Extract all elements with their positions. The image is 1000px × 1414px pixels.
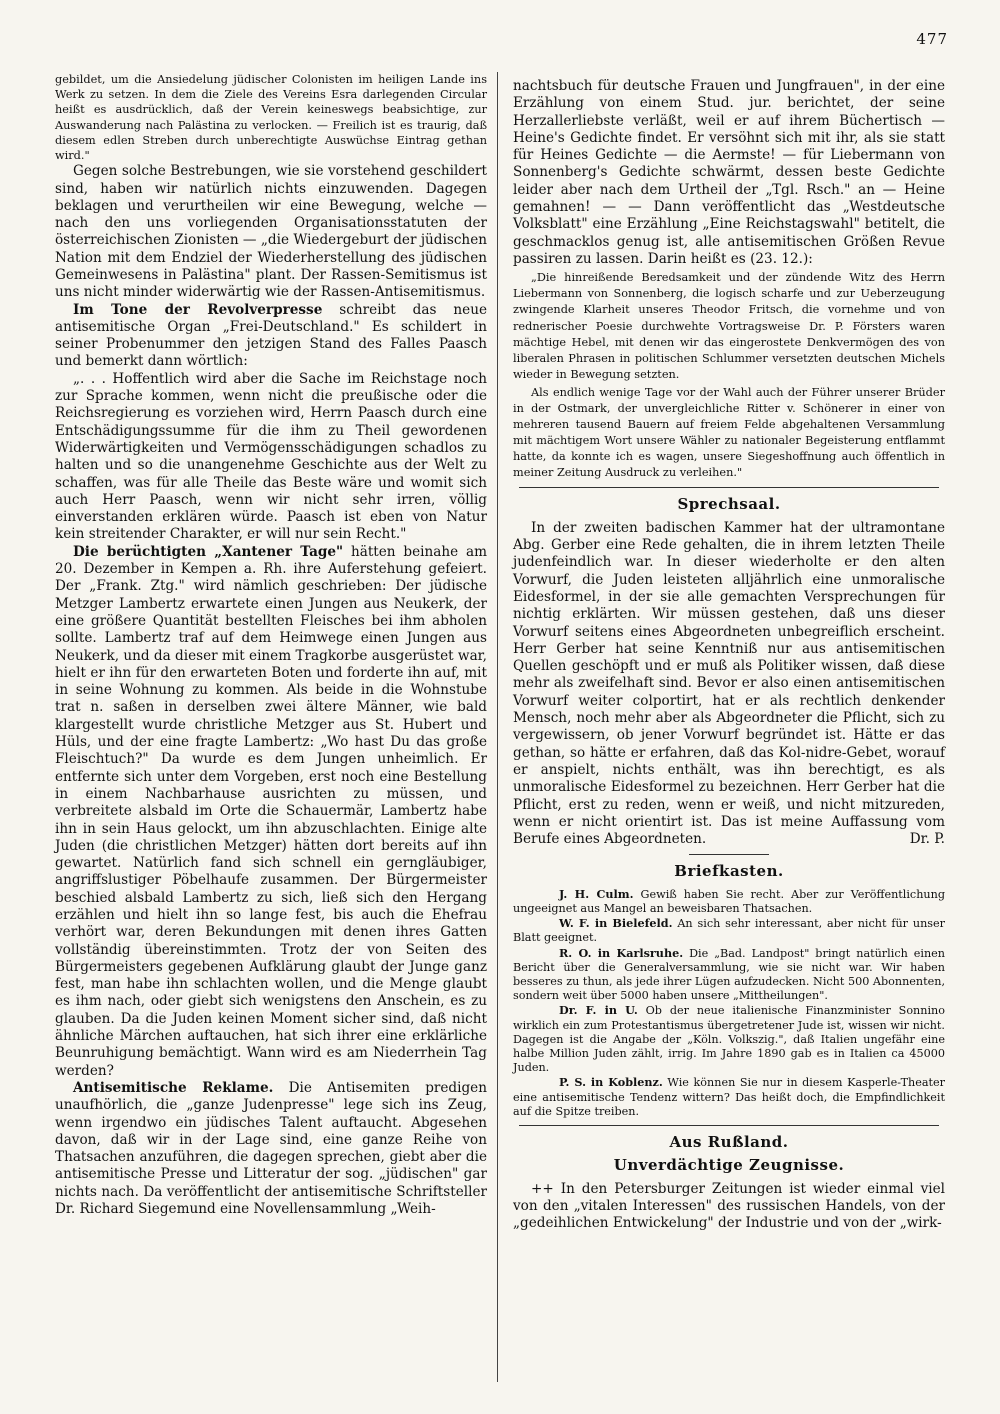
section-title-sprechsaal: Sprechsaal. bbox=[677, 495, 781, 514]
reply-text: Gewiß haben Sie recht. Aber zur Veröffentlichung ungeeignet aus Mangel an beweisbaren Thatsachen. bbox=[513, 887, 945, 915]
paragraph: nachtsbuch für deutsche Frauen und Jungfrauen", in der eine Erzählung von einem Stud. jur. berichtet, der seine Herzallerliebste verläßt, weil er auf ihrem Büchertisch — Heine's Gedichte findet. Er versöhnt sich mit ihr, als sie statt für Heines Gedichte — die Aermste! — für Liebermann von Sonnenberg's Gedichte schwärmt, dessen beste Gedichte leider aber nach dem Urtheil der „Tgl. Rsch." an — Heine gemahnen! — — Dann veröffentlicht das „Westdeutsche Volksblatt" eine Erzählung „Eine Reichstagswahl" betitelt, die geschmacklos genug ist, alle antisemitischen Größen Revue passiren zu lassen. Darin heißt es (23. 12.): bbox=[513, 78, 945, 267]
correspondent: R. O. in Karlsruhe. bbox=[559, 945, 684, 960]
reply-text: Wie können Sie nur in diesem Kasperle-Theater eine antisemitische Tendenz wittern? Das heißt doch, die Empfindlichkeit auf die Spitze treiben. bbox=[513, 1076, 945, 1118]
column-divider bbox=[497, 72, 498, 1382]
letter-reply bbox=[513, 1075, 945, 1119]
paragraph: Gegen solche Bestrebungen, wie sie vorstehend geschildert sind, haben wir natürlich nichts einzuwenden. Dagegen beklagen und verurtheilen wir eine Bewegung, welche — nach den uns vorliegenden Organisationsstatuten der österreichischen Zionisten — „die Wiedergeburt der jüdischen Nation mit dem Endziel der Wiederherstellung des jüdischen Gemeinwesens in Palästina" plant. Der Rassen-Semitismus ist uns nicht minder widerwärtig wie der Rassen-Antisemitismus. bbox=[55, 163, 487, 301]
section-title-briefkasten: Briefkasten. bbox=[674, 862, 784, 881]
quotation: Als endlich wenige Tage vor der Wahl auch der Führer unserer Brüder in der Ostmark, der unvergleichliche Ritter v. Schönerer in einer von mehreren tausend Bauern auf freiem Felde abgehaltenen Versammlung mit mächtigem Wort unsere Wähler zu nationaler Begeisterung entflammt hatte, da konnte ich es wagen, unsere Siegeshoffnung auch öffentlich in meiner Zeitung Ausdruck zu verleihen." bbox=[513, 385, 945, 480]
left-column bbox=[55, 72, 487, 1218]
quotation: „Die hinreißende Beredsamkeit und der zündende Witz des Herrn Liebermann von Sonnenberg, die logisch scharfe und zur Ueberzeugung zwingende Klarheit unseres Theodor Fritsch, die vornehme und von rednerischer Poesie durchwehte Vortragsweise Dr. P. Försters waren mächtige Hebel, mit denen wir das eingerostete Denkvermögen des von liberalen Phrasen in politischen Schlummer versetzten deutschen Michels wieder in Bewegung setzten. bbox=[513, 271, 945, 381]
paragraph: ++ In den Petersburger Zeitungen ist wieder einmal viel von den „vitalen Interessen" des russischen Handels, von der „gedeihlichen Entwickelung" der Industrie und von der „wirk- bbox=[513, 1180, 945, 1232]
letter-reply bbox=[513, 946, 945, 1004]
page-number: 477 bbox=[916, 30, 948, 48]
correspondent: P. S. in Koblenz. bbox=[559, 1075, 663, 1090]
paragraph-text: Die Antisemiten predigen unaufhörlich, die „ganze Judenpresse" lege sich ins Zeug, wenn irgendwo ein jüdisches Talent auftaucht. Abgesehen davon, daß wir in der Lage sind, eine ganze Reihe von Thatsachen anzuführen, die dagegen sprechen, giebt aber die antisemitische Presse und Litteratur der sog. „jüdischen" gar nichts nach. Da veröffentlicht der antisemitische Schriftsteller Dr. Richard Siegemund eine Novellensammlung „Weih- bbox=[55, 1079, 487, 1218]
quotation: „. . . Hoffentlich wird aber die Sache im Reichstage noch zur Sprache kommen, wenn nicht die preußische oder die Reichsregierung es vorziehen wird, Herrn Paasch durch eine Entschädigungssumme für die ihm zu Theil gewordenen Widerwärtigkeiten und Vermögensschädigungen schadlos zu halten und so die unangenehme Geschichte aus der Welt zu schaffen, was für alle Theile das Beste wäre und womit sich auch Herr Paasch, wenn wir nicht sehr irren, völlig einverstanden erklären würde. Paasch ist eben von Natur kein streitender Charakter, er will nur sein Recht." bbox=[55, 370, 487, 543]
paragraph-text: schreibt das neue antisemitische Organ „Frei-Deutschland." Es schildert in seiner Probenummer den jetzigen Stand des Falles Paasch und bemerkt dann wörtlich: bbox=[55, 301, 487, 370]
author-signoff: Dr. P. bbox=[909, 831, 945, 848]
reply-text: An sich sehr interessant, aber nicht für unser Blatt geeignet. bbox=[513, 917, 945, 945]
letter-reply bbox=[513, 916, 945, 945]
section-rule bbox=[519, 1125, 939, 1126]
section-subtitle: Unverdächtige Zeugnisse. bbox=[613, 1156, 845, 1175]
paragraph bbox=[513, 520, 945, 849]
paragraph bbox=[55, 544, 487, 1080]
correspondent: W. F. in Bielefeld. bbox=[559, 916, 673, 931]
right-column bbox=[513, 78, 945, 1232]
paragraph bbox=[55, 1080, 487, 1218]
paragraph-text: In der zweiten badischen Kammer hat der ultramontane Abg. Gerber eine Rede gehalten, die in ihrem letzten Theile judenfeindlich war. In dieser wiederholte er den alten Vorwurf, die Juden leisteten alljährlich eine unmoralische Eidesformel, in der sie alle gemachten Versprechungen für nichtig erklärten. Wir müssen gestehen, daß uns dieser Vorwurf seitens eines Abgeordneten unbegreiflich erscheint. Herr Gerber hat seine Kenntniß nur aus antisemitischen Quellen geschöpft und er muß als Politiker wissen, daß diese mehr als zweifelhaft sind. Bevor er also einen antisemitischen Vorwurf weiter colportirt, hat er als rechtlich denkender Mensch, noch mehr aber als Abgeordneter die Pflicht, sich zu vergewissern, ob jener Vorwurf begründet ist. Hätte er das gethan, so hätte er erfahren, daß das Kol-nidre-Gebet, worauf er anspielt, nichts enthält, was ihn berechtigt, es als unmoralische Eidesformel zu bezeichnen. Herr Gerber hat die Pflicht, erst zu reden, wenn er weiß, und nicht mitzureden, wenn er nicht orientirt ist. Das ist meine Auffassung vom Berufe eines Abgeordneten. bbox=[513, 519, 945, 848]
paragraph: gebildet, um die Ansiedelung jüdischer Colonisten im heiligen Lande ins Werk zu setzen. In dem die Ziele des Vereins Esra darlegenden Circular heißt es ausdrücklich, daß der Verein keineswegs beabsichtige, zur Auswanderung nach Palästina zu verlocken. — Freilich ist es traurig, daß diesem edlen Streben durch unberechtigte Auswüchse Eintrag gethan wird." bbox=[55, 73, 487, 163]
correspondent: J. H. Culm. bbox=[559, 886, 634, 901]
section-rule bbox=[519, 487, 939, 488]
paragraph-lead: Antisemitische Reklame. bbox=[73, 1079, 274, 1096]
reply-text: Die „Bad. Landpost" bringt natürlich einen Bericht über die Generalversammlung, wie sie nicht war. Wir haben besseres zu thun, als jede ihrer Lügen aufzudecken. Nicht 500 Abonnenten, sondern weit über 5000 haben unsere „Mittheilungen". bbox=[513, 946, 945, 1003]
letter-reply bbox=[513, 1003, 945, 1075]
paragraph-lead: Die berüchtigten „Xantener Tage" bbox=[73, 543, 344, 560]
paragraph bbox=[55, 302, 487, 371]
paragraph-text: hätten beinahe am 20. Dezember in Kempen a. Rh. ihre Auferstehung gefeiert. Der „Frank. Ztg." wird nämlich geschrieben: Der jüdische Metzger Lambertz erwartete einen Jungen aus Neukerk, der eine größere Quantität bestellten Fleisches bei ihm abholen sollte. Lambertz traf auf dem Heimwege einen Jungen aus Neukerk, und da dieser mit einem Tragkorbe ausgerüstet war, hielt er ihn für den erwarteten Boten und forderte ihn auf, mit in seine Wohnung zu kommen. Als beide in die Wohnstube trat n. saßen in derselben zwei ältere Männer, wie bald klargestellt wurde christliche Metzger aus St. Hubert und Hüls, und der eine fragte Lambertz: „Wo hast Du das große Fleischtuch?" Da wurde es dem Jungen unheimlich. Er entfernte sich unter dem Vorgeben, erst noch eine Bestellung in einem Nachbarhause ausrichten zu müssen, und verbreitete alsbald im Orte die Schauermär, Lambertz habe ihn in sein Haus gelockt, um ihn abzuschlachten. Einige alte Juden (die christlichen Metzger) hätten dort bereits auf ihn gewartet. Natürlich fand sich schnell ein gerngläubiger, angriffslustiger Pöbelhaufe zusammen. Der Bürgermeister beschied alsbald Lambertz zu sich, ließ sich den Hergang erzählen und hielt ihn so lange fest, bis auch die Ehefrau verhört war, deren Bekundungen mit denen ihres Gatten vollständig übereinstimmten. Trotz der von Seiten des Bürgermeisters gegebenen Aufklärung glaubt der Junge ganz fest, man habe ihn schlachten wollen, und die Menge glaubt es ihm nach, oder giebt sich wenigstens den Anschein, es zu glauben. Da die Juden keinen Moment sicher sind, daß nicht ähnliche Märchen auftauchen, hat sich ihrer eine erklärliche Beunruhigung bemächtigt. Wann wird es am Niederrhein Tag werden? bbox=[55, 543, 487, 1079]
correspondent: Dr. F. in U. bbox=[559, 1003, 638, 1018]
paragraph-lead: Im Tone der Revolverpresse bbox=[73, 301, 323, 318]
section-rule bbox=[689, 854, 769, 855]
reply-text: Ob der neue italienische Finanzminister Sonnino wirklich ein zum Protestantismus übergetretener Jude ist, wissen wir nicht. Dagegen ist die Angabe der „Köln. Volkszig.", daß Italien ungefähr eine halbe Million Juden zählt, irrig. Im Jahre 1890 gab es in Italien ca 45000 Juden. bbox=[513, 1004, 945, 1075]
letter-reply bbox=[513, 887, 945, 916]
section-title-russland: Aus Rußland. bbox=[669, 1132, 789, 1151]
